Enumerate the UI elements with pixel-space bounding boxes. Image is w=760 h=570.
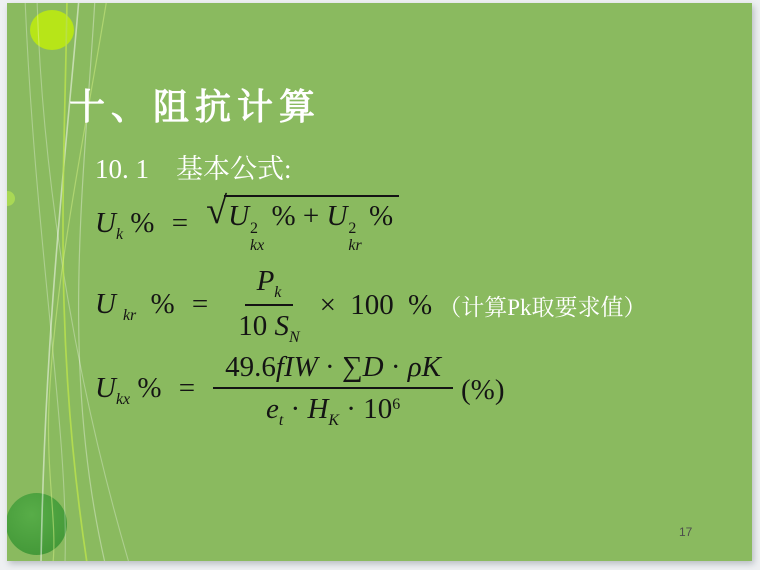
coefficient-49-6: 49.6 bbox=[225, 351, 276, 383]
equals-sign: = bbox=[178, 372, 196, 404]
var-P: P bbox=[256, 265, 275, 297]
subscript-kr: kr bbox=[348, 236, 362, 254]
slide-title: 十、阻抗计算 bbox=[69, 86, 322, 127]
math-lhs bbox=[95, 372, 205, 408]
radical-sign: √ bbox=[206, 190, 228, 232]
formula-ukx bbox=[95, 351, 505, 429]
percent-sign: % bbox=[130, 206, 155, 239]
times-sign: × bbox=[319, 289, 337, 322]
formula-annotation: （计算Pk取要求值） bbox=[438, 295, 647, 321]
slide bbox=[7, 3, 752, 561]
coefficient-10: 10 bbox=[238, 310, 268, 343]
slide-content bbox=[7, 3, 752, 561]
var-U: U bbox=[228, 200, 250, 232]
var-e: e bbox=[265, 393, 279, 425]
page-number: 17 bbox=[679, 525, 693, 539]
math-lhs bbox=[95, 288, 218, 324]
sigma-sum: ∑ bbox=[341, 351, 363, 383]
math-lhs bbox=[95, 207, 198, 243]
dot-operator: · bbox=[346, 393, 356, 425]
dot-operator: · bbox=[290, 393, 301, 425]
subscript-kr: kr bbox=[122, 306, 137, 324]
var-U: U bbox=[95, 287, 116, 320]
dot-operator: · bbox=[390, 351, 401, 383]
var-U: U bbox=[326, 200, 348, 232]
sup-sub-stack bbox=[348, 221, 361, 255]
plus-sign: + bbox=[302, 200, 320, 232]
formula-uk bbox=[95, 190, 399, 254]
square-root bbox=[206, 190, 399, 254]
fraction bbox=[226, 265, 311, 346]
math-rhs bbox=[320, 289, 433, 322]
exponent-6: 6 bbox=[392, 396, 401, 414]
fraction-numerator bbox=[245, 265, 294, 306]
unit-percent: (%) bbox=[461, 373, 505, 406]
fraction-numerator bbox=[213, 351, 453, 389]
formula-ukr bbox=[95, 265, 646, 346]
fraction-denominator bbox=[254, 389, 412, 429]
section-subtitle: 10. 1 基本公式: bbox=[95, 154, 292, 184]
percent-sign: % bbox=[408, 289, 433, 322]
subscript-K: K bbox=[328, 412, 340, 430]
var-S: S bbox=[274, 310, 290, 343]
fraction bbox=[213, 351, 453, 429]
var-H: H bbox=[307, 393, 329, 425]
radicand bbox=[224, 195, 399, 254]
subscript-kx: kx bbox=[250, 236, 265, 254]
superscript-2: 2 bbox=[250, 219, 258, 237]
subscript-k: k bbox=[115, 225, 124, 243]
percent-sign: % bbox=[368, 200, 394, 232]
base-10: 10 bbox=[363, 393, 393, 425]
var-U: U bbox=[95, 372, 116, 404]
percent-sign: % bbox=[137, 372, 162, 404]
subscript-k: k bbox=[274, 284, 282, 302]
percent-sign: % bbox=[150, 287, 175, 320]
superscript-2: 2 bbox=[348, 219, 357, 237]
var-fIW: fIW bbox=[275, 351, 318, 383]
equals-sign: = bbox=[171, 206, 189, 239]
subscript-N: N bbox=[289, 329, 300, 347]
equals-sign: = bbox=[191, 287, 209, 320]
factor-100: 100 bbox=[350, 289, 394, 322]
sup-sub-stack bbox=[250, 221, 264, 255]
subscript-kx: kx bbox=[115, 391, 131, 409]
percent-sign: % bbox=[271, 200, 296, 232]
var-U: U bbox=[95, 206, 116, 239]
var-rhoK: ρK bbox=[407, 351, 442, 383]
dot-operator: · bbox=[325, 351, 335, 383]
var-D: D bbox=[362, 351, 384, 383]
fraction-denominator bbox=[226, 306, 311, 346]
subscript-t: t bbox=[278, 412, 284, 430]
